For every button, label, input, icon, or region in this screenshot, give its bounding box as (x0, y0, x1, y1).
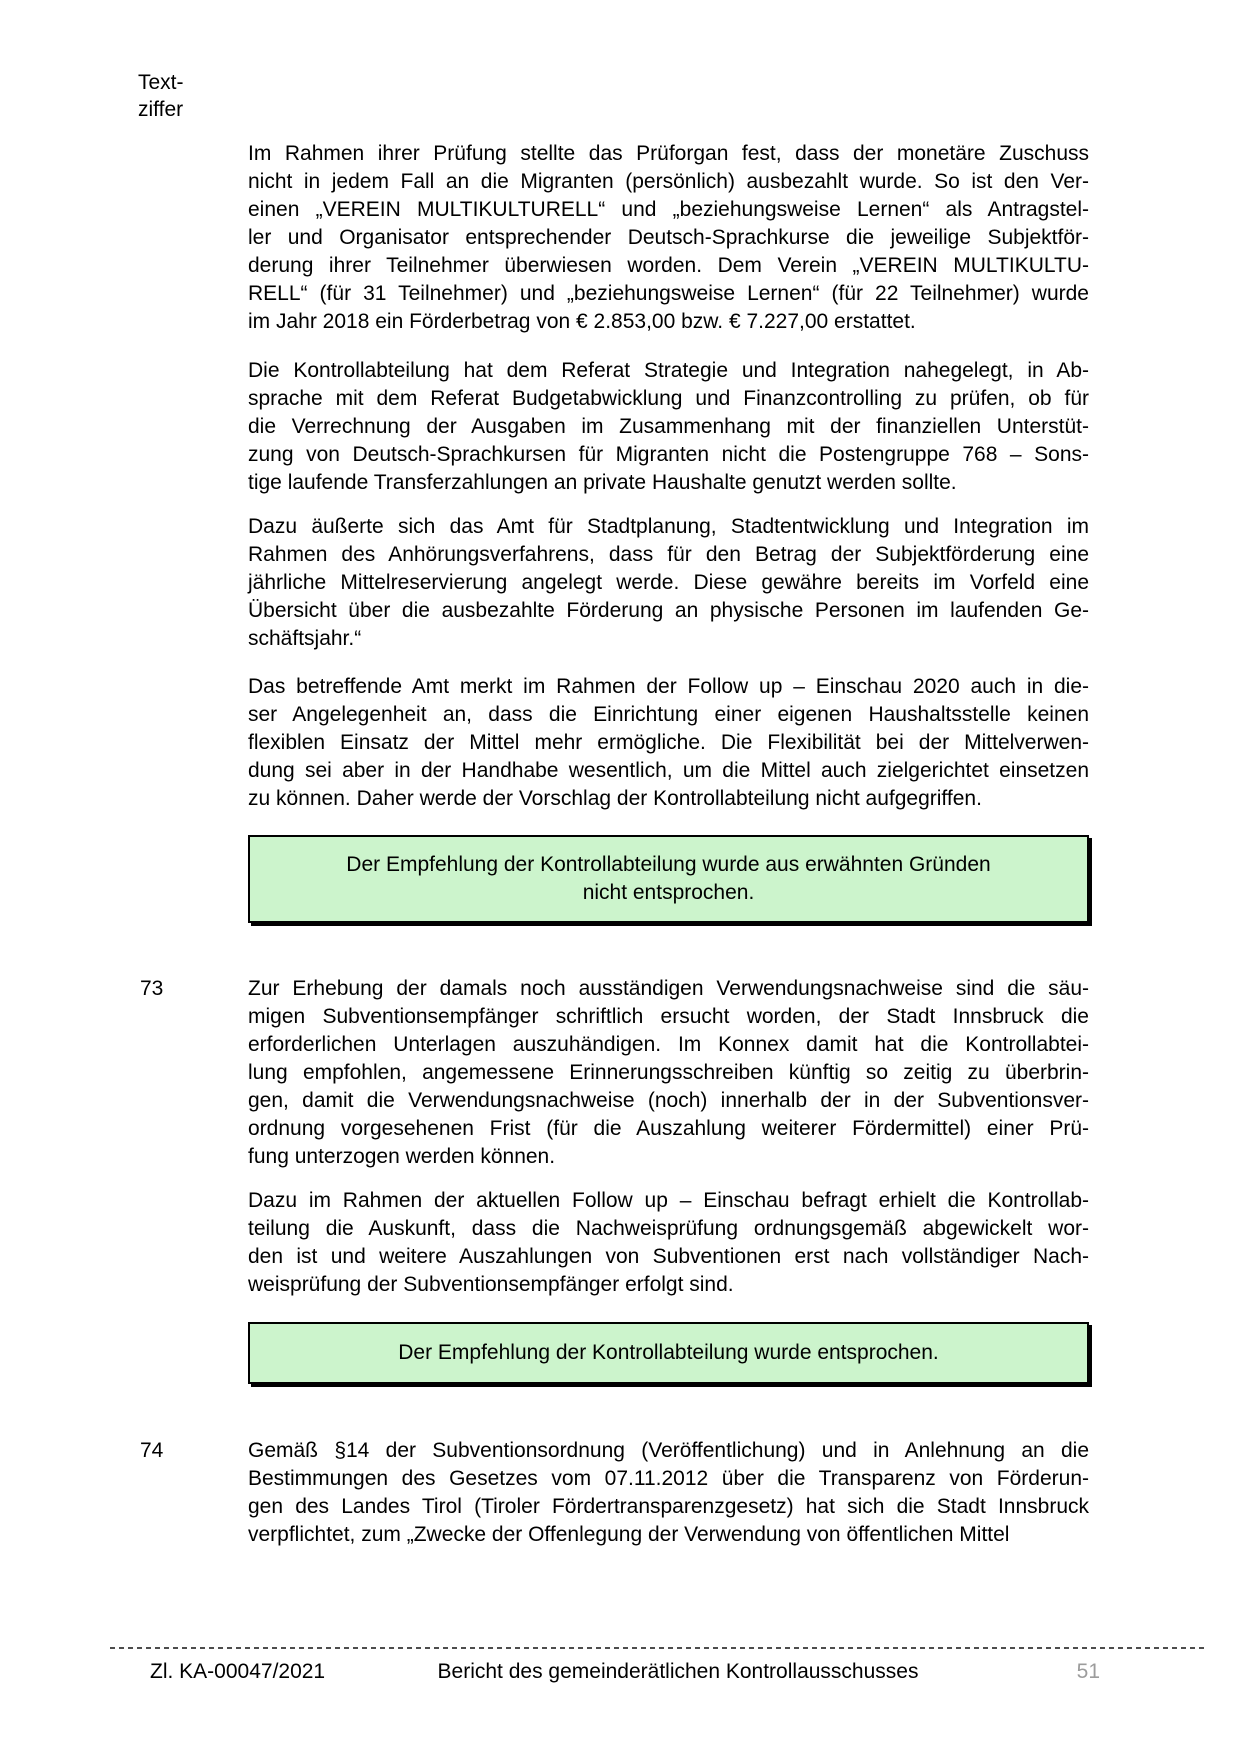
text-line: Das betreffende Amt merkt im Rahmen der Follow up – Einschau 2020 auch in die- (248, 675, 1089, 698)
text-line: zung von Deutsch-Sprachkursen für Migranten nicht die Postengruppe 768 – Sons- (248, 443, 1089, 466)
footer-page-number: 51 (1076, 1660, 1100, 1683)
body-paragraph (248, 513, 1089, 653)
body-paragraph (248, 1437, 1089, 1549)
recommendation-box (248, 1322, 1089, 1384)
margin-header-line: ziffer (138, 98, 184, 121)
text-line: weisprüfung der Subventionsempfänger erfolgt sind. (248, 1273, 734, 1296)
text-line: einen „VEREIN MULTIKULTURELL“ und „beziehungsweise Lernen“ als Antragstel- (248, 198, 1089, 221)
text-line: Im Rahmen ihrer Prüfung stellte das Prüforgan fest, dass der monetäre Zuschuss (248, 142, 1089, 165)
text-line: gen, damit die Verwendungsnachweise (noch) innerhalb der in der Subventionsver- (248, 1089, 1089, 1112)
body-paragraph (248, 1187, 1089, 1299)
body-paragraph (248, 975, 1089, 1171)
text-line: dung sei aber in der Handhabe wesentlich, um die Mittel auch zielgerichtet einsetzen (248, 759, 1089, 782)
text-line: teilung die Auskunft, dass die Nachweisprüfung ordnungsgemäß abgewickelt wor- (248, 1217, 1089, 1240)
text-line: die Verrechnung der Ausgaben im Zusammenhang mit der finanziellen Unterstüt- (248, 415, 1089, 438)
text-line: Gemäß §14 der Subventionsordnung (Veröffentlichung) und in Anlehnung an die (248, 1439, 1089, 1462)
text-line: fung unterzogen werden können. (248, 1145, 556, 1168)
text-line: nicht in jedem Fall an die Migranten (persönlich) ausbezahlt wurde. So ist den Ver- (248, 170, 1089, 193)
footer-title: Bericht des gemeinderätlichen Kontrollausschusses (437, 1660, 919, 1683)
text-line: gen des Landes Tirol (Tiroler Fördertransparenzgesetz) hat sich die Stadt Innsbruck (248, 1495, 1089, 1518)
text-line: sprache mit dem Referat Budgetabwicklung und Finanzcontrolling zu prüfen, ob für (248, 387, 1089, 410)
text-line: Dazu im Rahmen der aktuellen Follow up – Einschau befragt erhielt die Kontrollab- (248, 1189, 1089, 1212)
text-line: ler und Organisator entsprechender Deutsch-Sprachkurse die jeweilige Subjektför- (248, 226, 1089, 249)
text-line: Bestimmungen des Gesetzes vom 07.11.2012 über die Transparenz von Förderun- (248, 1467, 1089, 1490)
text-line: Der Empfehlung der Kontrollabteilung wurde aus erwähnten Gründen (346, 853, 991, 876)
margin-header (138, 69, 184, 123)
text-line: Zur Erhebung der damals noch ausständigen Verwendungsnachweise sind die säu- (248, 977, 1089, 1000)
text-line: tige laufende Transferzahlungen an private Haushalte genutzt werden sollte. (248, 471, 957, 494)
text-line: zu können. Daher werde der Vorschlag der Kontrollabteilung nicht aufgegriffen. (248, 787, 982, 810)
text-line: im Jahr 2018 ein Förderbetrag von € 2.853,00 bzw. € 7.227,00 erstattet. (248, 310, 916, 333)
textziffer-number: 74 (140, 1439, 164, 1462)
text-line: den ist und weitere Auszahlungen von Subventionen erst nach vollständiger Nach- (248, 1245, 1089, 1268)
footer-separator-dashed-line (110, 1647, 1208, 1649)
body-paragraph (248, 673, 1089, 813)
text-line: RELL“ (für 31 Teilnehmer) und „beziehungsweise Lernen“ (für 22 Teilnehmer) wurde (248, 282, 1089, 305)
text-line: Der Empfehlung der Kontrollabteilung wurde entsprochen. (398, 1341, 939, 1364)
text-line: migen Subventionsempfänger schriftlich ersucht worden, der Stadt Innsbruck die (248, 1005, 1089, 1028)
text-line: derung ihrer Teilnehmer überwiesen worden. Dem Verein „VEREIN MULTIKULTU- (248, 254, 1089, 277)
text-line: erforderlichen Unterlagen auszuhändigen. Im Konnex damit hat die Kontrollabtei- (248, 1033, 1089, 1056)
text-line: Rahmen des Anhörungsverfahrens, dass für den Betrag der Subjektförderung eine (248, 543, 1089, 566)
recommendation-box (248, 835, 1089, 923)
text-line: flexiblen Einsatz der Mittel mehr ermögliche. Die Flexibilität bei der Mittelverwen- (248, 731, 1089, 754)
text-line: Dazu äußerte sich das Amt für Stadtplanung, Stadtentwicklung und Integration im (248, 515, 1089, 538)
text-line: Übersicht über die ausbezahlte Förderung an physische Personen im laufenden Ge- (248, 599, 1089, 622)
margin-header-line: Text- (138, 71, 184, 94)
text-line: schäftsjahr.“ (248, 627, 362, 650)
text-line: ordnung vorgesehenen Frist (für die Auszahlung weiterer Fördermittel) einer Prü- (248, 1117, 1089, 1140)
text-line: ser Angelegenheit an, dass die Einrichtung einer eigenen Haushaltsstelle keinen (248, 703, 1089, 726)
text-line: Die Kontrollabteilung hat dem Referat Strategie und Integration nahegelegt, in Ab- (248, 359, 1089, 382)
body-paragraph (248, 140, 1089, 336)
text-line: verpflichtet, zum „Zwecke der Offenlegung der Verwendung von öffentlichen Mittel (248, 1523, 1010, 1546)
text-line: nicht entsprochen. (582, 881, 755, 904)
textziffer-number: 73 (140, 977, 164, 1000)
text-line: jährliche Mittelreservierung angelegt werde. Diese gewähre bereits im Vorfeld eine (248, 571, 1089, 594)
footer-reference: Zl. KA-00047/2021 (150, 1660, 326, 1683)
text-line: lung empfohlen, angemessene Erinnerungsschreiben künftig so zeitig zu überbrin- (248, 1061, 1089, 1084)
body-paragraph (248, 357, 1089, 497)
